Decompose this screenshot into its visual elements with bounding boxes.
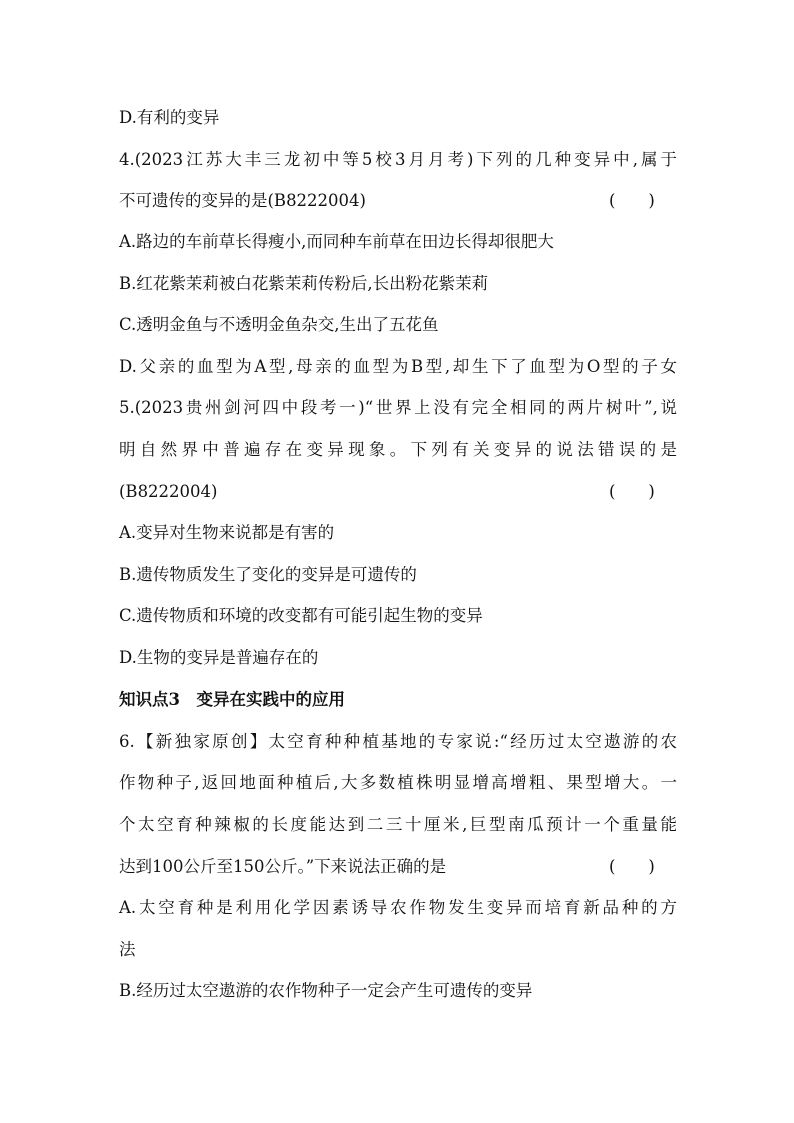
q5-option-c: C.遗传物质和环境的改变都有可能引起生物的变异 xyxy=(119,606,483,625)
q4-option-a: A.路边的车前草长得瘦小,而同种车前草在田边长得却很肥大 xyxy=(119,232,554,251)
section-heading: 知识点3 变异在实践中的应用 xyxy=(119,690,345,709)
q6-option-a-line-1: A.太空育种是利用化学因素诱导农作物发生变异而培育新品种的方 xyxy=(119,898,677,917)
q5-option-b: B.遗传物质发生了变化的变异是可遗传的 xyxy=(119,565,417,584)
q5-option-a: A.变异对生物来说都是有害的 xyxy=(119,523,335,542)
q5-stem-line-3: (B8222004) xyxy=(119,482,218,501)
q6-answer-blank: ( ) xyxy=(609,857,655,876)
q4-answer-blank: ( ) xyxy=(609,191,655,210)
q4-option-d: D.父亲的血型为A型,母亲的血型为B型,却生下了血型为O型的子女 xyxy=(119,357,677,376)
q4-option-b: B.红花紫茉莉被白花紫茉莉传粉后,长出粉花紫茉莉 xyxy=(119,274,489,293)
q6-option-a-line-2: 法 xyxy=(119,940,136,959)
q5-option-d: D.生物的变异是普遍存在的 xyxy=(119,648,319,667)
q4-stem-line-2: 不可遗传的变异的是(B8222004) xyxy=(119,191,366,210)
q4-option-c: C.透明金鱼与不透明金鱼杂交,生出了五花鱼 xyxy=(119,315,439,334)
q6-option-b: B.经历过太空遨游的农作物种子一定会产生可遗传的变异 xyxy=(119,981,533,1000)
q5-answer-blank: ( ) xyxy=(609,482,655,501)
q3-option-d: D.有利的变异 xyxy=(119,108,220,127)
q4-stem-line-1: 4.(2023江苏大丰三龙初中等5校3月月考)下列的几种变异中,属于 xyxy=(119,150,677,169)
q6-stem-line-2: 作物种子,返回地面种植后,大多数植株明显增高增粗、果型增大。一 xyxy=(119,773,677,792)
q6-stem-line-3: 个太空育种辣椒的长度能达到二三十厘米,巨型南瓜预计一个重量能 xyxy=(119,815,677,834)
q6-stem-line-4: 达到100公斤至150公斤。”下来说法正确的是 xyxy=(119,857,447,876)
q5-stem-line-1: 5.(2023贵州剑河四中段考一)“世界上没有完全相同的两片树叶”,说 xyxy=(119,398,677,417)
q6-stem-line-1: 6.【新独家原创】太空育种种植基地的专家说:“经历过太空遨游的农 xyxy=(119,732,677,751)
q5-stem-line-2: 明自然界中普遍存在变异现象。下列有关变异的说法错误的是 xyxy=(119,440,677,459)
